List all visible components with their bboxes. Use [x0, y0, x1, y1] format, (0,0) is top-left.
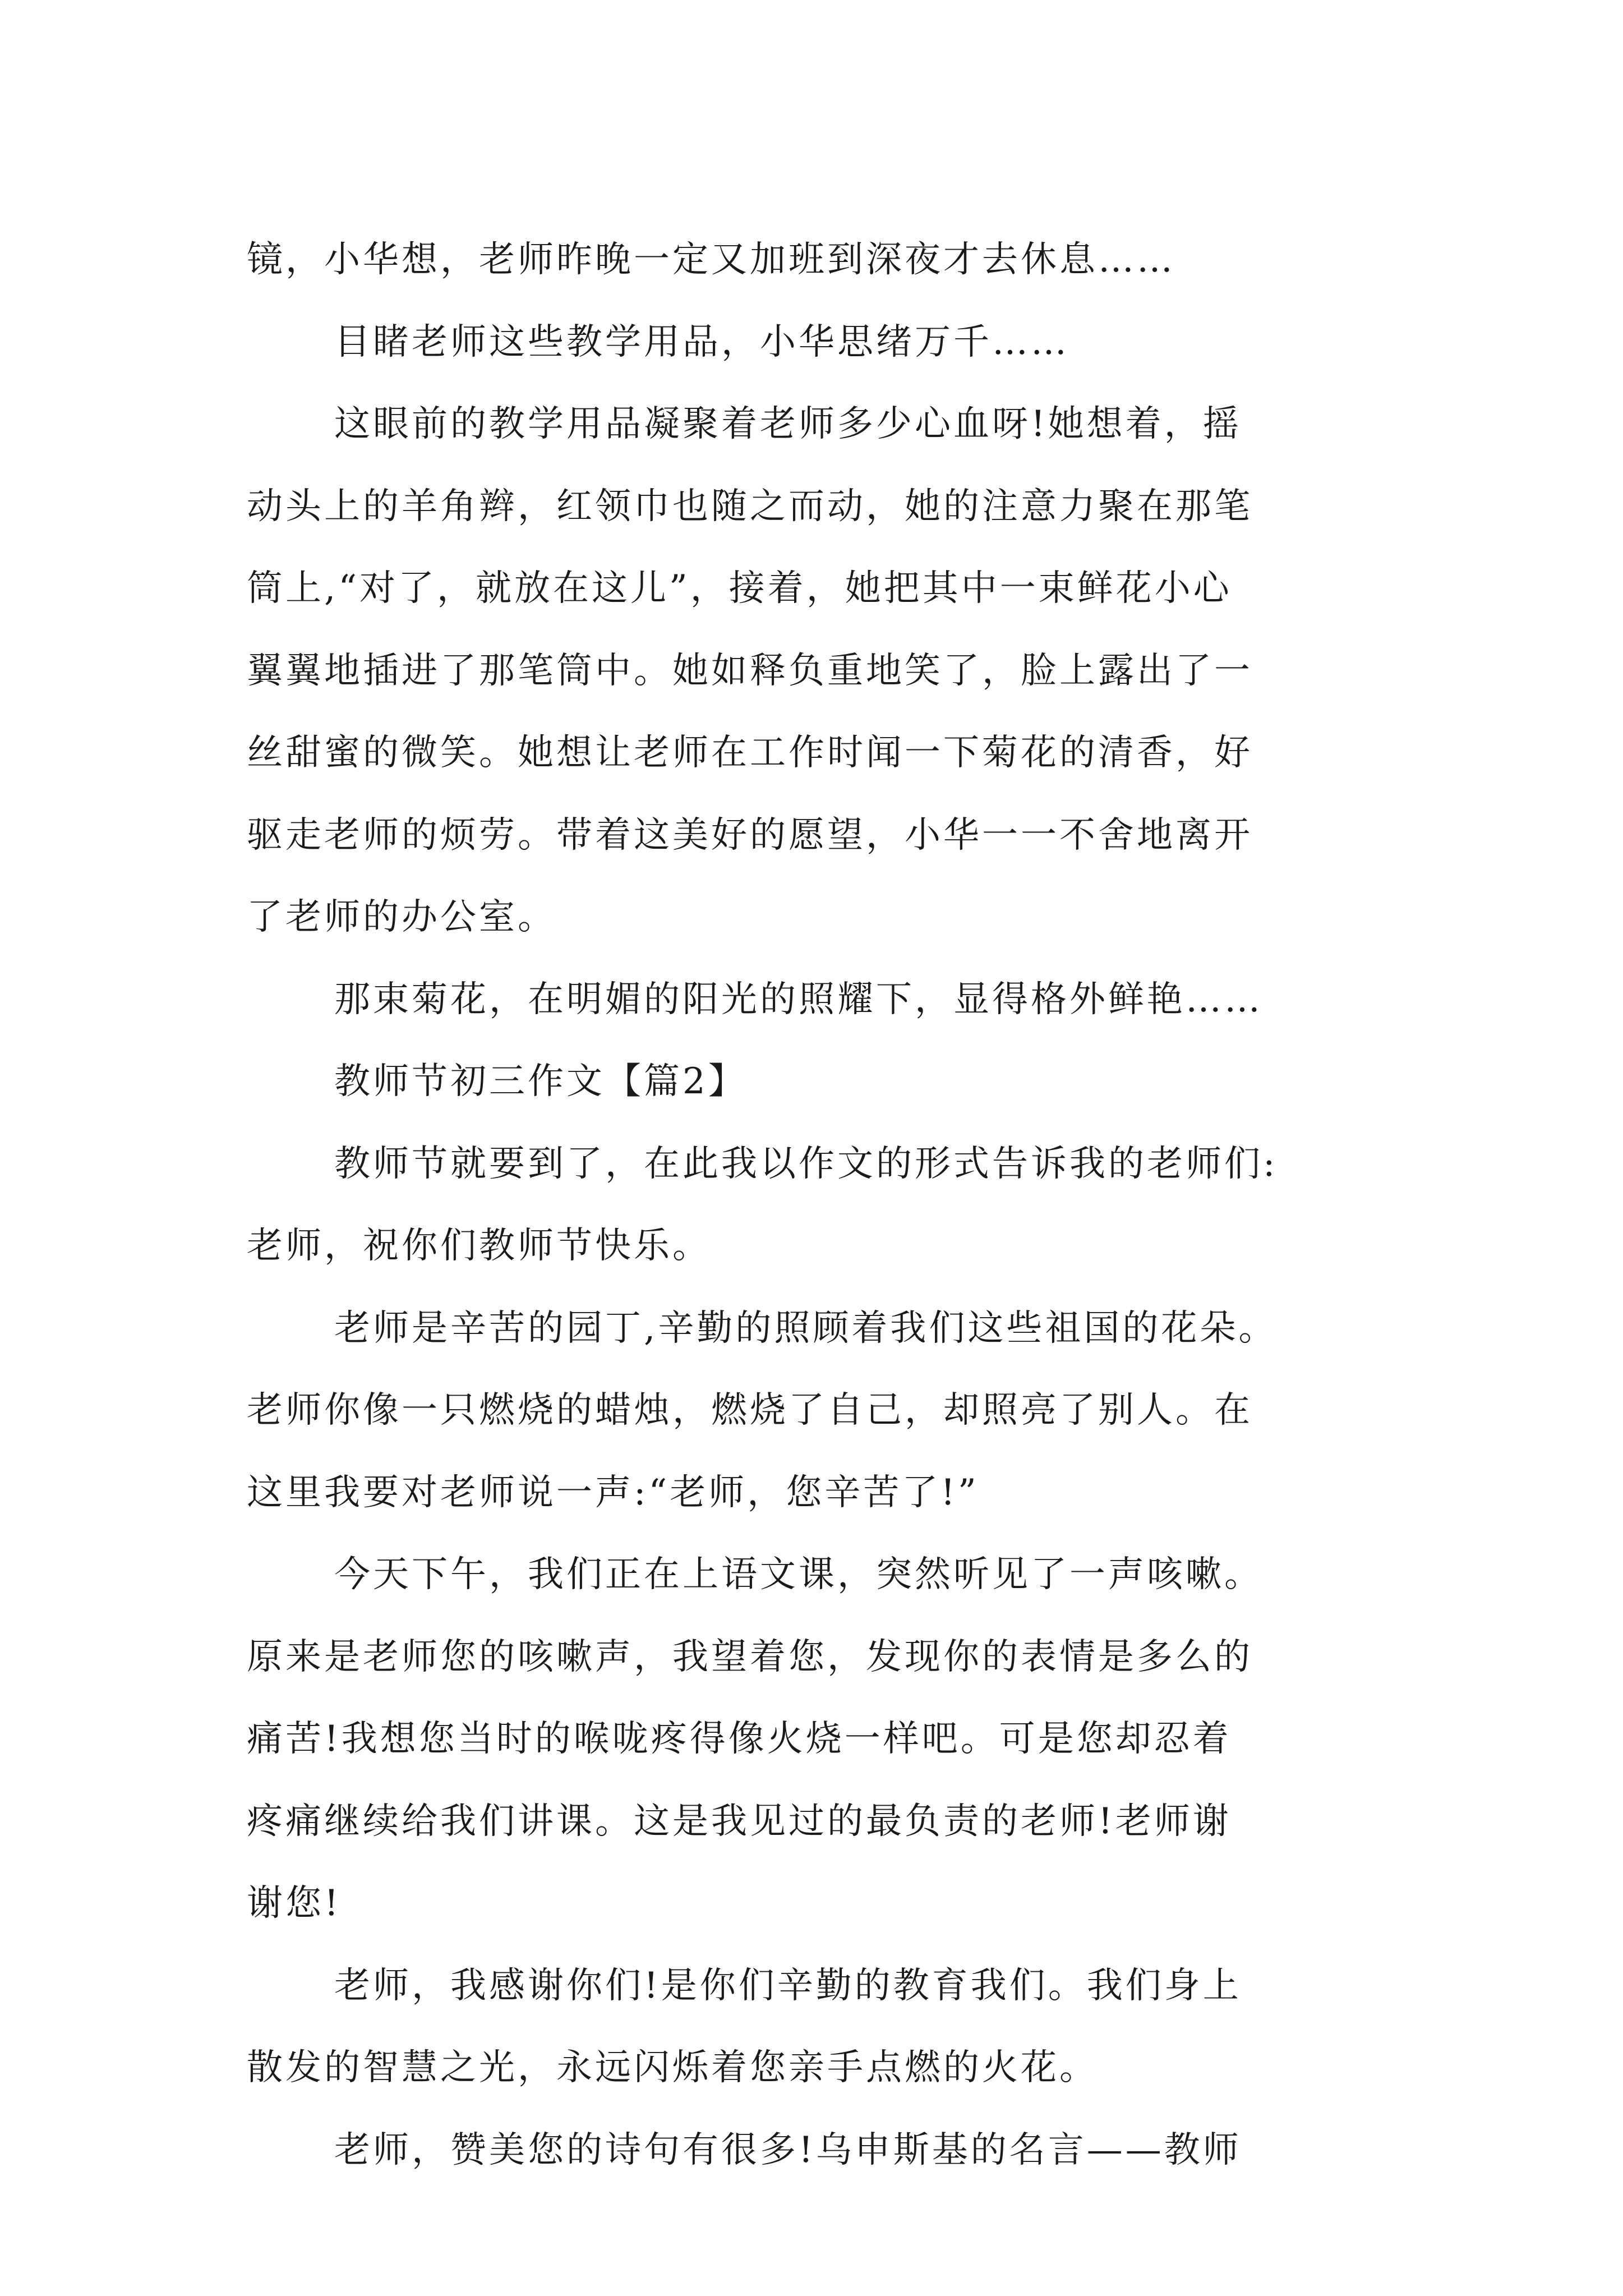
text-line: 这眼前的教学用品凝聚着老师多少心血呀!她想着，摇: [334, 403, 1242, 445]
text-line: 谢您!: [247, 1883, 342, 1924]
text-line: 教师节初三作文【篇2】: [334, 1061, 747, 1102]
text-line: 疼痛继续给我们讲课。这是我见过的最负责的老师!老师谢: [247, 1800, 1232, 1842]
document-body: [247, 219, 1391, 2191]
text-line: 动头上的羊角辫，红领巾也随之而动，她的注意力聚在那笔: [247, 485, 1253, 527]
text-line: 目睹老师这些教学用品，小华思绪万千……: [334, 321, 1069, 363]
text-line: 散发的智慧之光，永远闪烁着您亲手点燃的火花。: [247, 2047, 1098, 2088]
text-line: 了老师的办公室。: [247, 896, 556, 938]
text-line: 教师节就要到了，在此我以作文的形式告诉我的老师们:: [334, 1143, 1278, 1185]
text-line: 原来是老师您的咳嗽声，我望着您，发现你的表情是多么的: [247, 1636, 1253, 1678]
text-line: 老师，祝你们教师节快乐。: [247, 1225, 711, 1267]
text-line: 翼翼地插进了那笔筒中。她如释负重地笑了，脸上露出了一: [247, 650, 1253, 692]
text-line: 那束菊花，在明媚的阳光的照耀下，显得格外鲜艳……: [334, 978, 1263, 1020]
text-line: 老师，赞美您的诗句有很多!乌申斯基的名言——教师: [334, 2129, 1242, 2171]
text-line: 老师是辛苦的园丁,辛勤的照顾着我们这些祖国的花朵。: [334, 1307, 1278, 1349]
text-line: 老师你像一只燃烧的蜡烛，燃烧了自己，却照亮了别人。在: [247, 1389, 1253, 1431]
text-line: 痛苦!我想您当时的喉咙疼得像火烧一样吧。可是您却忍着: [247, 1718, 1232, 1760]
text-line: 镜，小华想，老师昨晚一定又加班到深夜才去休息……: [247, 239, 1175, 280]
text-line: 筒上,“对了，就放在这儿”，接着，她把其中一束鲜花小心: [247, 568, 1232, 609]
text-line: 丝甜蜜的微笑。她想让老师在工作时闻一下菊花的清香，好: [247, 732, 1253, 774]
text-line: 老师，我感谢你们!是你们辛勤的教育我们。我们身上: [334, 1964, 1242, 2007]
text-line: 这里我要对老师说一声:“老师，您辛苦了!”: [247, 1471, 979, 1513]
text-line: 驱走老师的烦劳。带着这美好的愿望，小华一一不舍地离开: [247, 814, 1253, 856]
text-line: 今天下午，我们正在上语文课，突然听见了一声咳嗽。: [334, 1554, 1263, 1595]
